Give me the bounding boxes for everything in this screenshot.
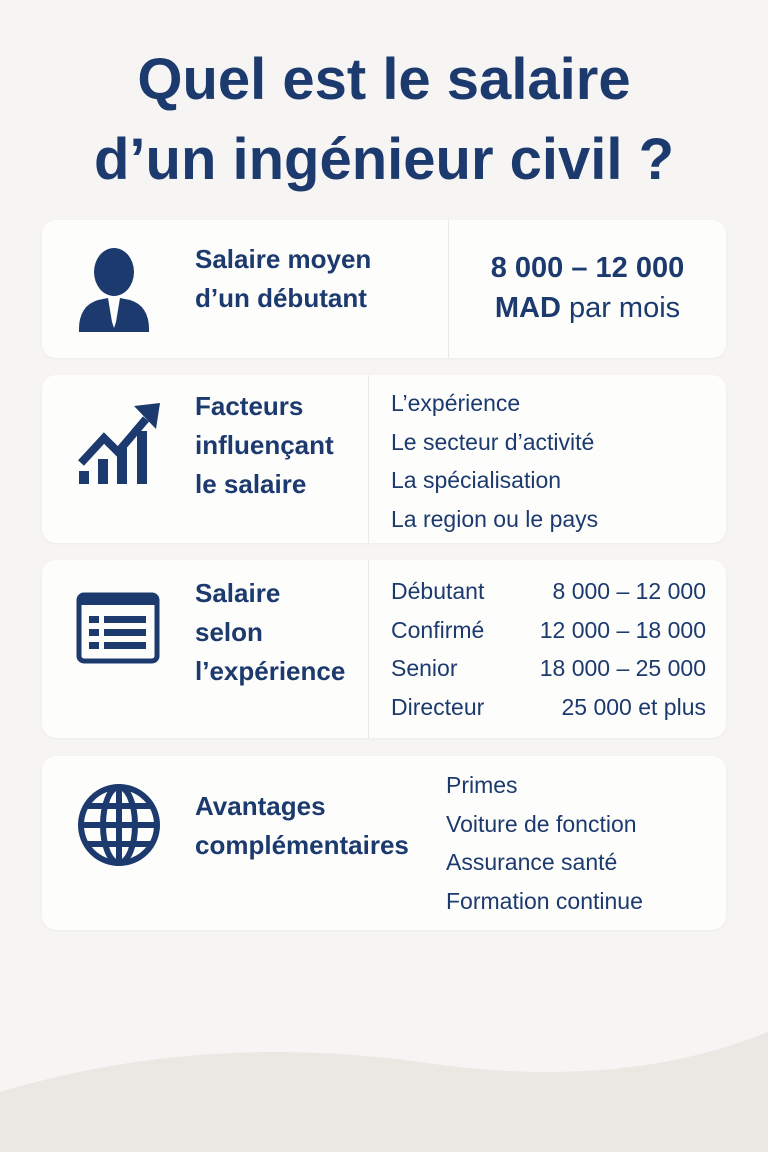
heading-line: d’un débutant <box>195 283 367 313</box>
range: 25 000 et plus <box>561 693 706 720</box>
level: Directeur <box>391 693 485 720</box>
heading-line: l’expérience <box>195 656 346 686</box>
currency: MAD <box>494 292 561 324</box>
card-heading <box>195 574 345 691</box>
list-window-icon <box>76 592 162 664</box>
salary-unit <box>449 288 726 328</box>
title-line-2: d’un ingénieur civil ? <box>93 127 675 192</box>
salary-range: 8 000 – 12 000 <box>490 252 685 284</box>
list-item: La spécialisation <box>391 467 562 493</box>
card-heading <box>195 387 334 504</box>
heading-line: Facteurs <box>195 391 304 421</box>
page-title <box>0 40 768 200</box>
card-factors <box>42 375 726 543</box>
card-salary-by-experience <box>42 560 726 738</box>
list-item: Formation continue <box>446 887 643 914</box>
card-benefits <box>42 756 726 930</box>
card-average-salary <box>42 220 726 358</box>
heading-line: influençant <box>195 430 334 460</box>
range: 18 000 – 25 000 <box>539 655 706 681</box>
salary-value <box>449 248 726 328</box>
heading-line: Avantages <box>195 791 326 821</box>
range: 12 000 – 18 000 <box>539 616 706 643</box>
heading-line: complémentaires <box>195 830 409 860</box>
level: Senior <box>391 655 458 681</box>
benefits-list <box>446 766 643 920</box>
list-item: Voiture de fonction <box>446 810 637 837</box>
heading-line: le salaire <box>195 469 307 499</box>
level: Confirmé <box>391 616 485 643</box>
heading-line: Salaire moyen <box>195 244 372 274</box>
title-line-1: Quel est le salaire <box>137 47 631 112</box>
globe-icon <box>76 782 162 868</box>
list-item: Primes <box>446 772 518 798</box>
card-heading <box>195 787 409 865</box>
list-item: Assurance santé <box>446 849 618 875</box>
list-item: La region ou le pays <box>391 505 599 532</box>
period: par mois <box>560 292 681 324</box>
range: 8 000 – 12 000 <box>552 578 706 604</box>
card-heading <box>195 240 371 318</box>
list-item: Le secteur d’activité <box>391 428 595 455</box>
divider <box>368 560 369 738</box>
level: Débutant <box>391 578 485 604</box>
table-row <box>391 572 706 611</box>
table-row <box>391 611 706 650</box>
experience-table <box>391 572 706 726</box>
list-item: L’expérience <box>391 390 521 416</box>
heading-line: Salaire <box>195 578 281 608</box>
businessman-icon <box>76 248 152 334</box>
table-row <box>391 649 706 688</box>
growth-chart-icon <box>76 401 162 487</box>
heading-line: selon <box>195 617 263 647</box>
table-row <box>391 688 706 727</box>
decorative-wave <box>0 1012 768 1152</box>
factors-list <box>391 384 598 538</box>
divider <box>368 375 369 543</box>
